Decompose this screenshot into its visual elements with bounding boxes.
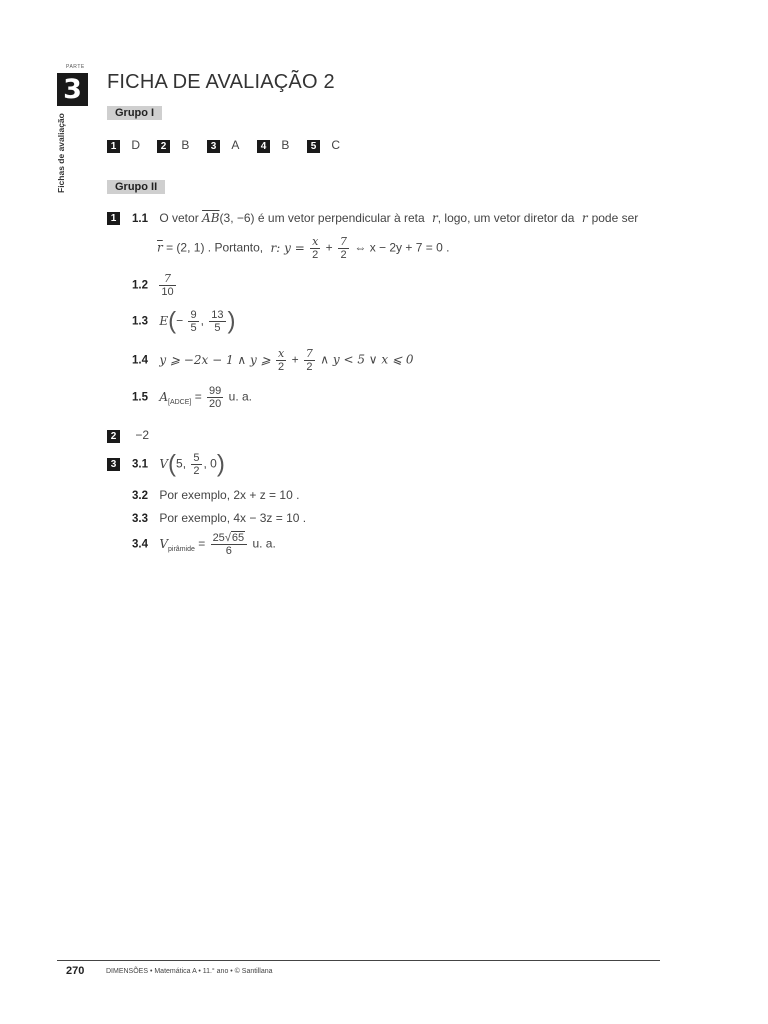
answer-3-3 (132, 511, 306, 525)
text: O vetor (159, 211, 199, 225)
answer-value: −2 (135, 428, 150, 442)
side-label: Fichas de avaliação (56, 113, 66, 193)
item-label: 1.1 (132, 213, 148, 225)
item-label: 3.1 (132, 458, 148, 471)
item-label: 1.3 (132, 315, 148, 328)
vector-ab: $\overline{AB}$ (202, 211, 220, 225)
answer-1-5: 1.5 $A_{[ADCE]}$ = $\frac{99}{20}$ u. a. (132, 385, 252, 410)
grupo1-answer-1 (107, 138, 140, 153)
fraction: $\frac{5}{2}$ (193, 452, 200, 477)
question-number-badge: 3 (107, 458, 120, 471)
answer-1-4: 1.4 y ⩾ −2x − 1 ∧ y ⩾ $\frac{x}{2}$ + $\frac{7}{2}$ ∧ y < 5 ∨ x ⩽ 0 (132, 347, 414, 373)
footer-divider (57, 960, 660, 961)
item-label: 3.2 (132, 490, 148, 502)
text: = (2, 1) . Portanto, (166, 240, 264, 255)
fraction: $\frac{x}{2}$ (312, 235, 319, 261)
vector-r: $\overline{r}$ (157, 240, 163, 255)
point-v: V (159, 456, 169, 471)
answer-1-1 (132, 211, 638, 225)
fraction: $\frac{9}{5}$ (190, 309, 197, 334)
fraction: $\frac{7}{2}$ (340, 235, 348, 261)
text: , 0 (203, 456, 217, 471)
item-label: 1.4 (132, 354, 148, 367)
text: ∧ y < 5 ∨ x ⩽ 0 (320, 352, 414, 367)
fraction: $\frac{99}{20}$ (209, 385, 222, 410)
page-title: FICHA DE AVALIAÇÃO 2 (107, 71, 335, 93)
fraction: $\frac{25√65}{6}$ (211, 532, 248, 557)
text: , logo, um vetor diretor da (437, 211, 575, 225)
answer-3-4: 3.4 $V_{pirâmide}$ = $\frac{25√65}{6}$ u. a. (132, 532, 276, 557)
subscript: pirâmide (168, 546, 195, 554)
question-number-badge: 5 (307, 140, 320, 153)
answer-1-1-line2: $\overline{r} = (2$, 1) . Portanto, r: y = $\frac{x}{2}$ + $\frac{7}{2}$ ⇔ x − 2y + 7 = 0 . (157, 235, 450, 261)
grupo1-answer-3 (207, 138, 239, 153)
fraction: $\frac{7}{10}$ (161, 272, 174, 298)
var-r: r (431, 211, 438, 225)
fraction: $\frac{x}{2}$ (278, 347, 285, 373)
text: y ⩾ −2x − 1 ∧ y ⩾ (159, 352, 271, 367)
answer-3-1: 3.1 V(5, $\frac{5}{2}$ , 0) (132, 450, 225, 478)
fraction: $\frac{7}{2}$ (305, 347, 313, 373)
item-label: 1.5 (132, 391, 148, 404)
area-symbol: A (159, 389, 169, 404)
answer-3-2 (132, 488, 299, 502)
answer-value: A (231, 138, 240, 152)
volume-symbol: V (159, 536, 169, 551)
question-number-badge: 3 (207, 140, 220, 153)
point-e: E (159, 313, 169, 328)
grupo1-answer-5 (307, 138, 340, 153)
part-number-badge: 3 (57, 73, 88, 106)
text: ⇔ x − 2y + 7 = 0 . (354, 240, 450, 255)
grupo-1-label: Grupo I (107, 106, 162, 120)
question-number-badge: 1 (107, 212, 120, 225)
grupo-2-label: Grupo II (107, 180, 165, 194)
text: r: y = (270, 240, 305, 255)
item-label: 3.4 (132, 538, 148, 551)
footer-text: DIMENSÕES • Matemática A • 11.° ano • © Santillana (106, 968, 273, 975)
answer-value: B (181, 138, 190, 152)
grupo1-answer-2 (157, 138, 189, 153)
subscript: [ADCE] (168, 399, 192, 407)
page-number: 270 (66, 965, 85, 977)
text: Por exemplo, 4x − 3z = 10 . (159, 511, 307, 525)
item-label: 1.2 (132, 279, 148, 292)
answer-value: D (131, 138, 141, 152)
unit: u. a. (228, 389, 252, 404)
part-caption: PARTE (66, 64, 85, 70)
unit: u. a. (252, 536, 276, 551)
answer-2 (107, 428, 149, 443)
text: (3, −6) é um vetor perpendicular à reta (219, 211, 425, 225)
answer-value: B (281, 138, 290, 152)
item-label: 3.3 (132, 513, 148, 525)
answer-1-2 (132, 273, 178, 298)
question-number-badge: 4 (257, 140, 270, 153)
text: 5, (176, 456, 187, 471)
answer-1-3: 1.3 E(− $\frac{9}{5}$ , $\frac{13}{5}$ ) (132, 307, 236, 335)
text: Por exemplo, 2x + z = 10 . (159, 488, 300, 502)
text: pode ser (591, 211, 639, 225)
question-number-badge: 2 (157, 140, 170, 153)
fraction: $\frac{13}{5}$ (211, 309, 224, 334)
grupo1-answer-4 (257, 138, 289, 153)
answer-value: C (331, 138, 341, 152)
question-number-badge: 1 (107, 140, 120, 153)
var-r: r (581, 211, 588, 225)
question-number-badge: 2 (107, 430, 120, 443)
